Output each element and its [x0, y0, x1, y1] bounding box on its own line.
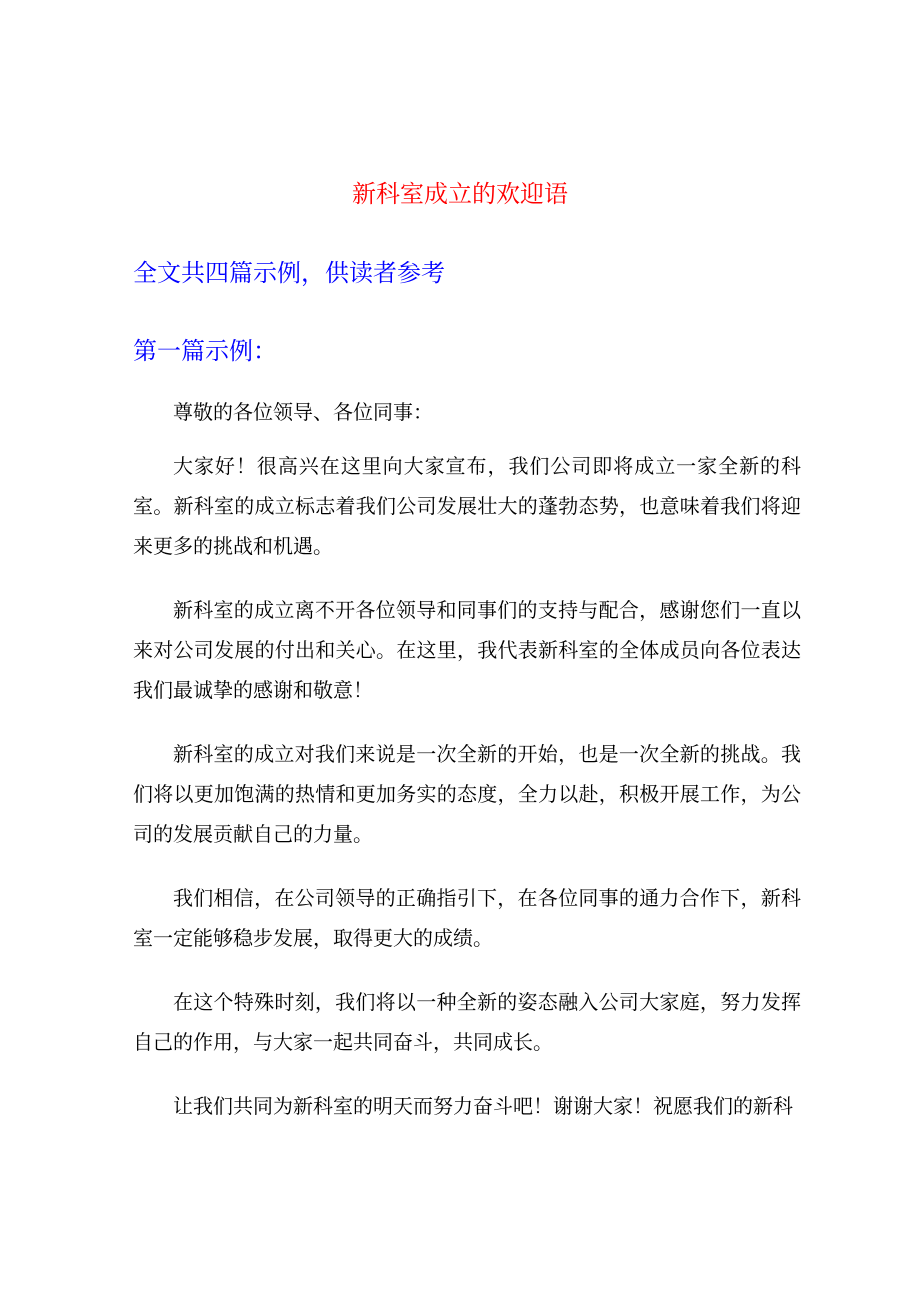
body-paragraph: 在这个特殊时刻，我们将以一种全新的姿态融入公司大家庭，努力发挥自己的作用，与大家一起共同奋斗，共同成长。: [133, 990, 801, 1054]
body-paragraph: 我们相信，在公司领导的正确指引下，在各位同事的通力合作下，新科室一定能够稳步发展，取得更大的成绩。: [133, 886, 801, 950]
document-title: 新科室成立的欢迎语: [352, 180, 568, 208]
body-paragraph: 让我们共同为新科室的明天而努力奋斗吧！谢谢大家！祝愿我们的新科: [173, 1094, 793, 1118]
salutation-paragraph: 尊敬的各位领导、各位同事：: [173, 400, 433, 424]
document-subtitle: 全文共四篇示例，供读者参考: [133, 259, 445, 287]
document-body: [133, 392, 801, 1150]
body-paragraph: 新科室的成立离不开各位领导和同事们的支持与配合，感谢您们一直以来对公司发展的付出和关心。在这里，我代表新科室的全体成员向各位表达我们最诚挚的感谢和敬意！: [133, 598, 801, 702]
body-paragraph: 新科室的成立对我们来说是一次全新的开始，也是一次全新的挑战。我们将以更加饱满的热情和更加务实的态度，全力以赴，积极开展工作，为公司的发展贡献自己的力量。: [133, 742, 801, 846]
body-paragraph: 大家好！很高兴在这里向大家宣布，我们公司即将成立一家全新的科室。新科室的成立标志着我们公司发展壮大的蓬勃态势，也意味着我们将迎来更多的挑战和机遇。: [133, 454, 801, 558]
section-heading: 第一篇示例：: [133, 337, 277, 365]
